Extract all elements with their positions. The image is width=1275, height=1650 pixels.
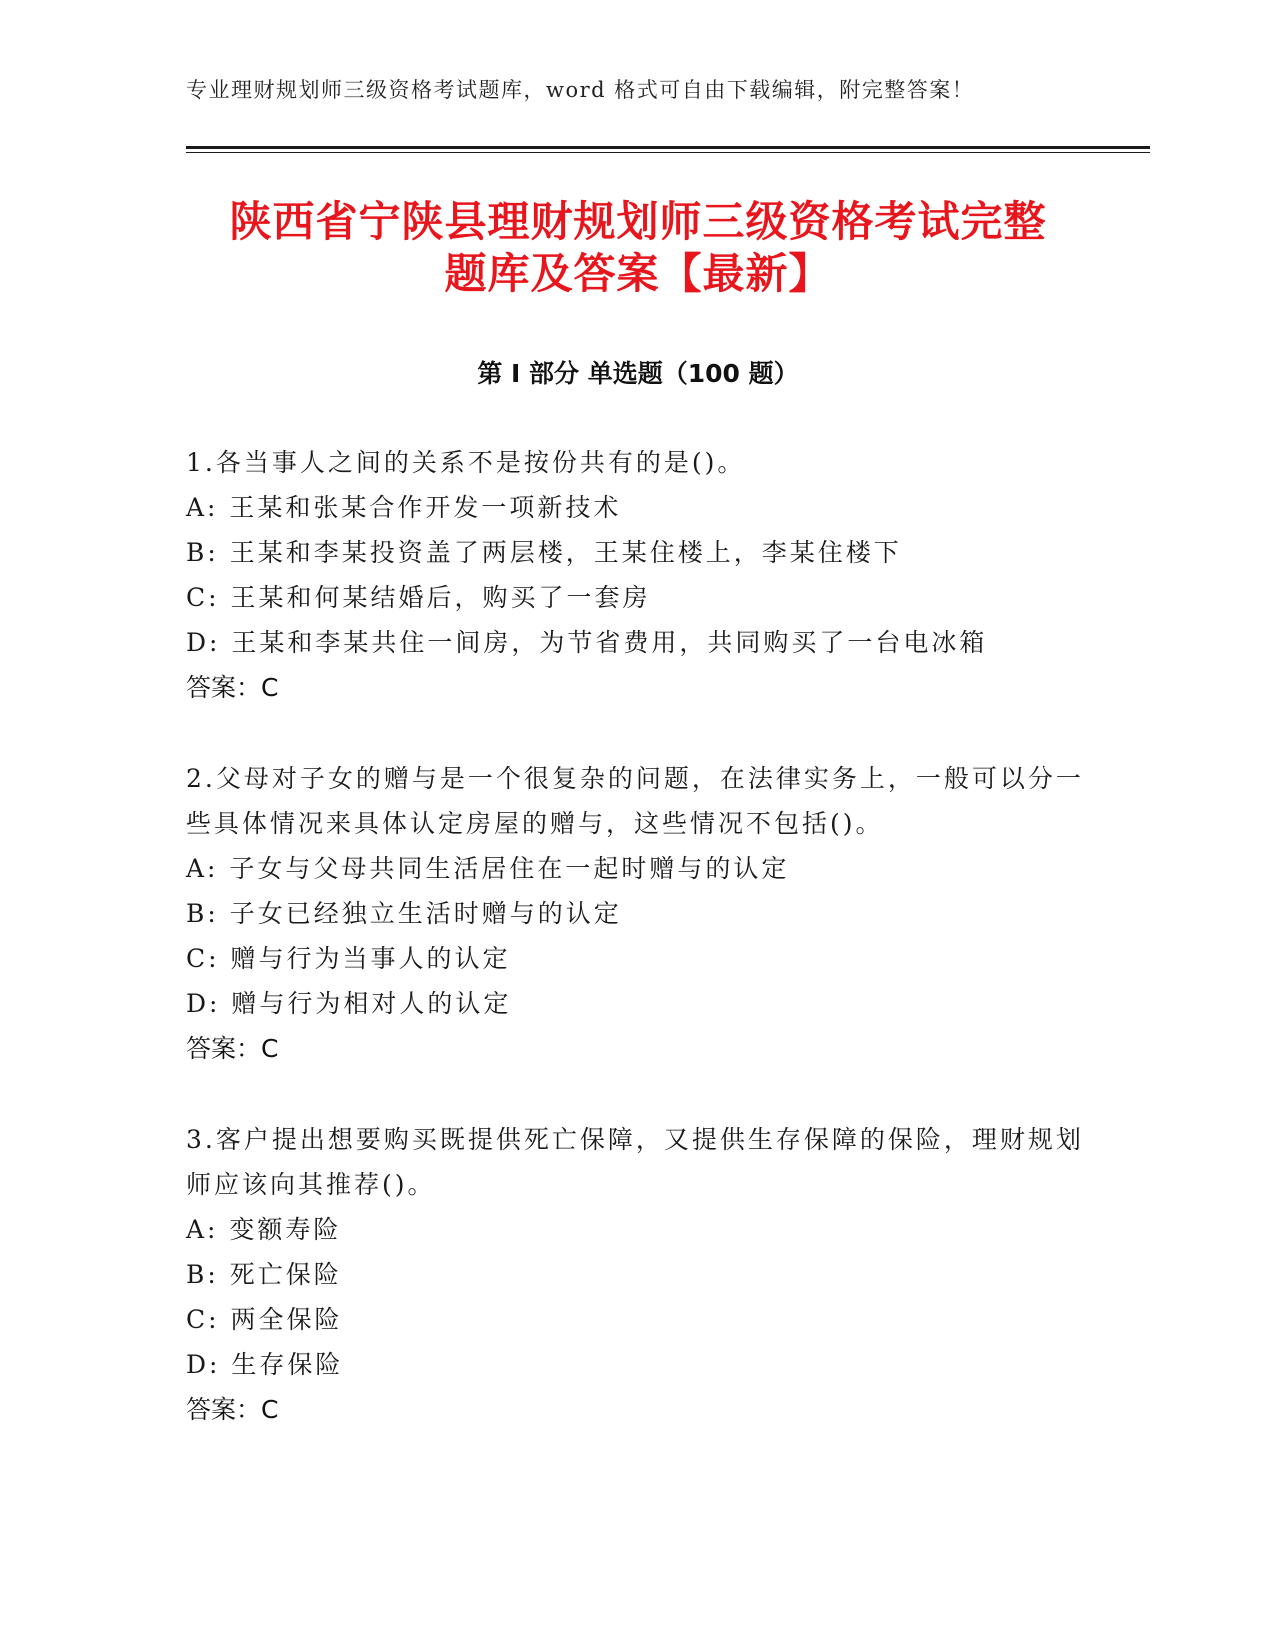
option-d: D: 王某和李某共住一间房，为节省费用，共同购买了一台电冰箱 — [186, 628, 988, 657]
question-list — [186, 440, 1086, 1478]
answer: 答案：C — [186, 1034, 279, 1063]
question-3 — [186, 1117, 1086, 1432]
option-b: B: 王某和李某投资盖了两层楼，王某住楼上，李某住楼下 — [186, 538, 902, 567]
answer: 答案：C — [186, 1395, 279, 1424]
question-stem: 3.客户提出想要购买既提供死亡保障，又提供生存保障的保险，理财规划师应该向其推荐()。 — [186, 1125, 1084, 1199]
answer: 答案：C — [186, 673, 279, 702]
option-d: D: 生存保险 — [186, 1350, 344, 1379]
option-c: C: 王某和何某结婚后，购买了一套房 — [186, 583, 651, 612]
header-rule-thin — [186, 152, 1150, 153]
option-a: A: 子女与父母共同生活居住在一起时赠与的认定 — [186, 854, 790, 883]
header-rule-thick — [186, 146, 1150, 149]
question-stem: 1.各当事人之间的关系不是按份共有的是()。 — [186, 448, 746, 477]
question-1 — [186, 440, 1086, 710]
option-c: C: 赠与行为当事人的认定 — [186, 944, 511, 973]
document-title-line-1: 陕西省宁陕县理财规划师三级资格考试完整 — [229, 197, 1047, 246]
option-b: B: 死亡保险 — [186, 1260, 342, 1289]
section-heading: 第 I 部分 单选题（100 题） — [477, 359, 799, 388]
document-title-line-2: 题库及答案【最新】 — [444, 249, 832, 298]
option-b: B: 子女已经独立生活时赠与的认定 — [186, 899, 622, 928]
option-c: C: 两全保险 — [186, 1305, 343, 1334]
option-a: A: 变额寿险 — [186, 1215, 342, 1244]
document-title — [186, 196, 1090, 300]
option-d: D: 赠与行为相对人的认定 — [186, 989, 512, 1018]
option-a: A: 王某和张某合作开发一项新技术 — [186, 493, 622, 522]
question-2 — [186, 756, 1086, 1071]
header-note: 专业理财规划师三级资格考试题库，word 格式可自由下载编辑，附完整答案！ — [186, 78, 975, 102]
question-stem: 2.父母对子女的赠与是一个很复杂的问题，在法律实务上，一般可以分一些具体情况来具体认定房屋的赠与，这些情况不包括()。 — [186, 764, 1084, 838]
